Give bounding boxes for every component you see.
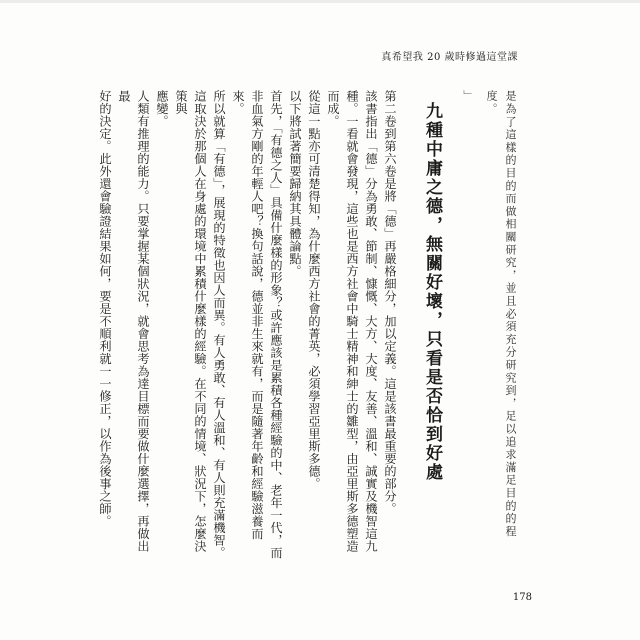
- text-column-12: 好的決定。此外還會驗證結果如何，要是不順利就一一修正，以作為後事之師。: [98, 90, 112, 528]
- running-header: 真希望我 20 歲時修過這堂課: [381, 52, 518, 63]
- text-column-11: 人類有推理的能力。只要掌握某個狀況，就會思考為達目標而要做什麼選擇，再做出最: [117, 90, 150, 553]
- quote-line-2: 」: [462, 90, 475, 103]
- section-title: 九種中庸之德，無關好壞，只看是否恰到好處: [422, 102, 442, 482]
- text-column-6: 首先，「有德之人」具備什麼樣的形象？或許應該是累積各種經驗的中、老年一代，而: [269, 90, 283, 559]
- text-column-3: 種。一看就會發現，這些也是西方社會中騎士精神和紳士的雛型，由亞里斯多德塑造而成。: [326, 90, 359, 553]
- text-column-10: 應變。: [155, 90, 169, 128]
- vertical-body-text: [95, 90, 520, 560]
- text-column-8: 所以就算「有德」，展現的特徵也因人而異。有人勇敢、有人溫和、有人則充滿機智。: [212, 90, 226, 559]
- text-column-5: 以下將試著簡要歸納其具體論點。: [288, 90, 302, 278]
- text-column-4: 從這一點亦可清楚得知，為什麼西方社會的菁英，必須學習亞里斯多德。: [307, 90, 321, 490]
- text-column-2: 該書指出「德」分為勇敢、節制、慷慨、大方、大度、友善、溫和、誠實及機智這九: [364, 90, 378, 553]
- quote-line-1: 是為了這樣的目的而做相關研究，並且必須充分研究到，足以追求滿足目的的程度。: [485, 90, 517, 538]
- text-column-9: 這取決於那個人在身處的環境中累積什麼樣的經驗。在不同的情境、狀況下，怎麼決策與: [174, 90, 207, 553]
- page-number: 178: [512, 592, 532, 603]
- top-edge: [0, 0, 640, 3]
- text-column-1: 第二卷到第六卷是將「德」再嚴格細分，加以定義。這是該書最重要的部分。: [383, 90, 397, 515]
- text-column-7: 非血氣方剛的年輕人吧？換句話說，德並非生來就有，而是隨著年齡和經驗滋養而來。: [231, 90, 264, 540]
